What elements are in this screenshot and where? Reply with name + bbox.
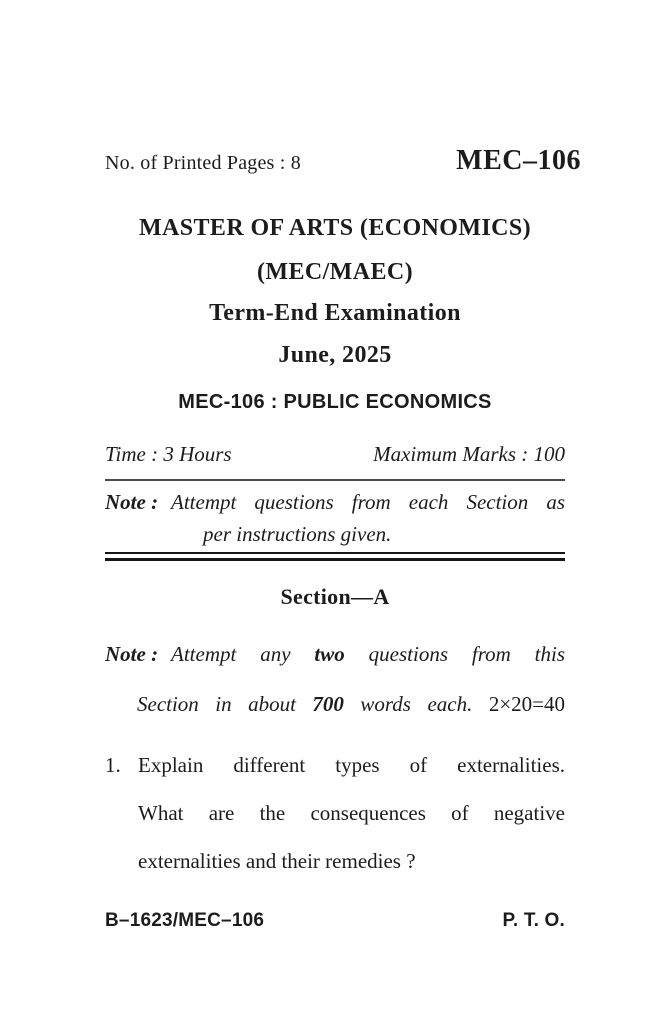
- note-phrase: words each.: [360, 692, 473, 716]
- divider-rule: [105, 479, 565, 481]
- note-emphasis-two: two: [314, 642, 345, 666]
- maximum-marks: Maximum Marks : 100: [373, 442, 565, 466]
- question-text-line-1: Explain different types of externalities.: [138, 753, 565, 777]
- printed-pages-label: No. of Printed Pages : 8: [105, 152, 301, 174]
- section-a-heading: Section—A: [280, 584, 390, 609]
- question-number: 1.: [105, 753, 121, 777]
- double-rule: [105, 552, 565, 561]
- question-text-line-3: externalities and their remedies ?: [138, 849, 416, 873]
- note-emphasis-700: 700: [312, 692, 344, 716]
- section-a-note-line-2: [105, 689, 565, 719]
- footer-paper-reference: B–1623/MEC–106: [105, 910, 265, 931]
- general-note-text-1: Attempt questions from each Section as: [171, 490, 565, 514]
- section-a-note-text-1: [171, 639, 565, 669]
- question-1: [105, 750, 565, 876]
- section-a-note-line-1: [105, 639, 565, 669]
- marks-allocation: 2×20=40: [488, 692, 566, 716]
- degree-title: MASTER OF ARTS (ECONOMICS): [138, 215, 532, 241]
- footer-pto-label: P. T. O.: [502, 910, 565, 931]
- general-note-line-1: [105, 487, 565, 517]
- note-phrase: Section in about: [137, 692, 296, 716]
- note-label: Note :: [105, 642, 159, 666]
- page-footer: [105, 910, 565, 932]
- time-allowed: Time : 3 Hours: [105, 442, 232, 466]
- question-text-line-2: What are the consequences of negative: [138, 801, 565, 825]
- page-header: [105, 145, 581, 177]
- paper-code: MEC–106: [456, 145, 581, 176]
- course-subject-title: MEC-106 : PUBLIC ECONOMICS: [178, 391, 492, 413]
- programme-code: (MEC/MAEC): [257, 259, 413, 285]
- examination-title: Term-End Examination: [209, 300, 461, 326]
- note-phrase: questions from this: [368, 642, 566, 666]
- general-note: [105, 487, 565, 549]
- examination-session: June, 2025: [278, 342, 392, 368]
- exam-meta-row: [105, 442, 565, 467]
- question-1-line-1: [105, 750, 565, 780]
- note-phrase: Attempt any: [171, 642, 291, 666]
- section-a-note: [105, 639, 565, 719]
- general-note-text-2: per instructions given.: [203, 522, 392, 546]
- note-label: Note :: [105, 490, 159, 514]
